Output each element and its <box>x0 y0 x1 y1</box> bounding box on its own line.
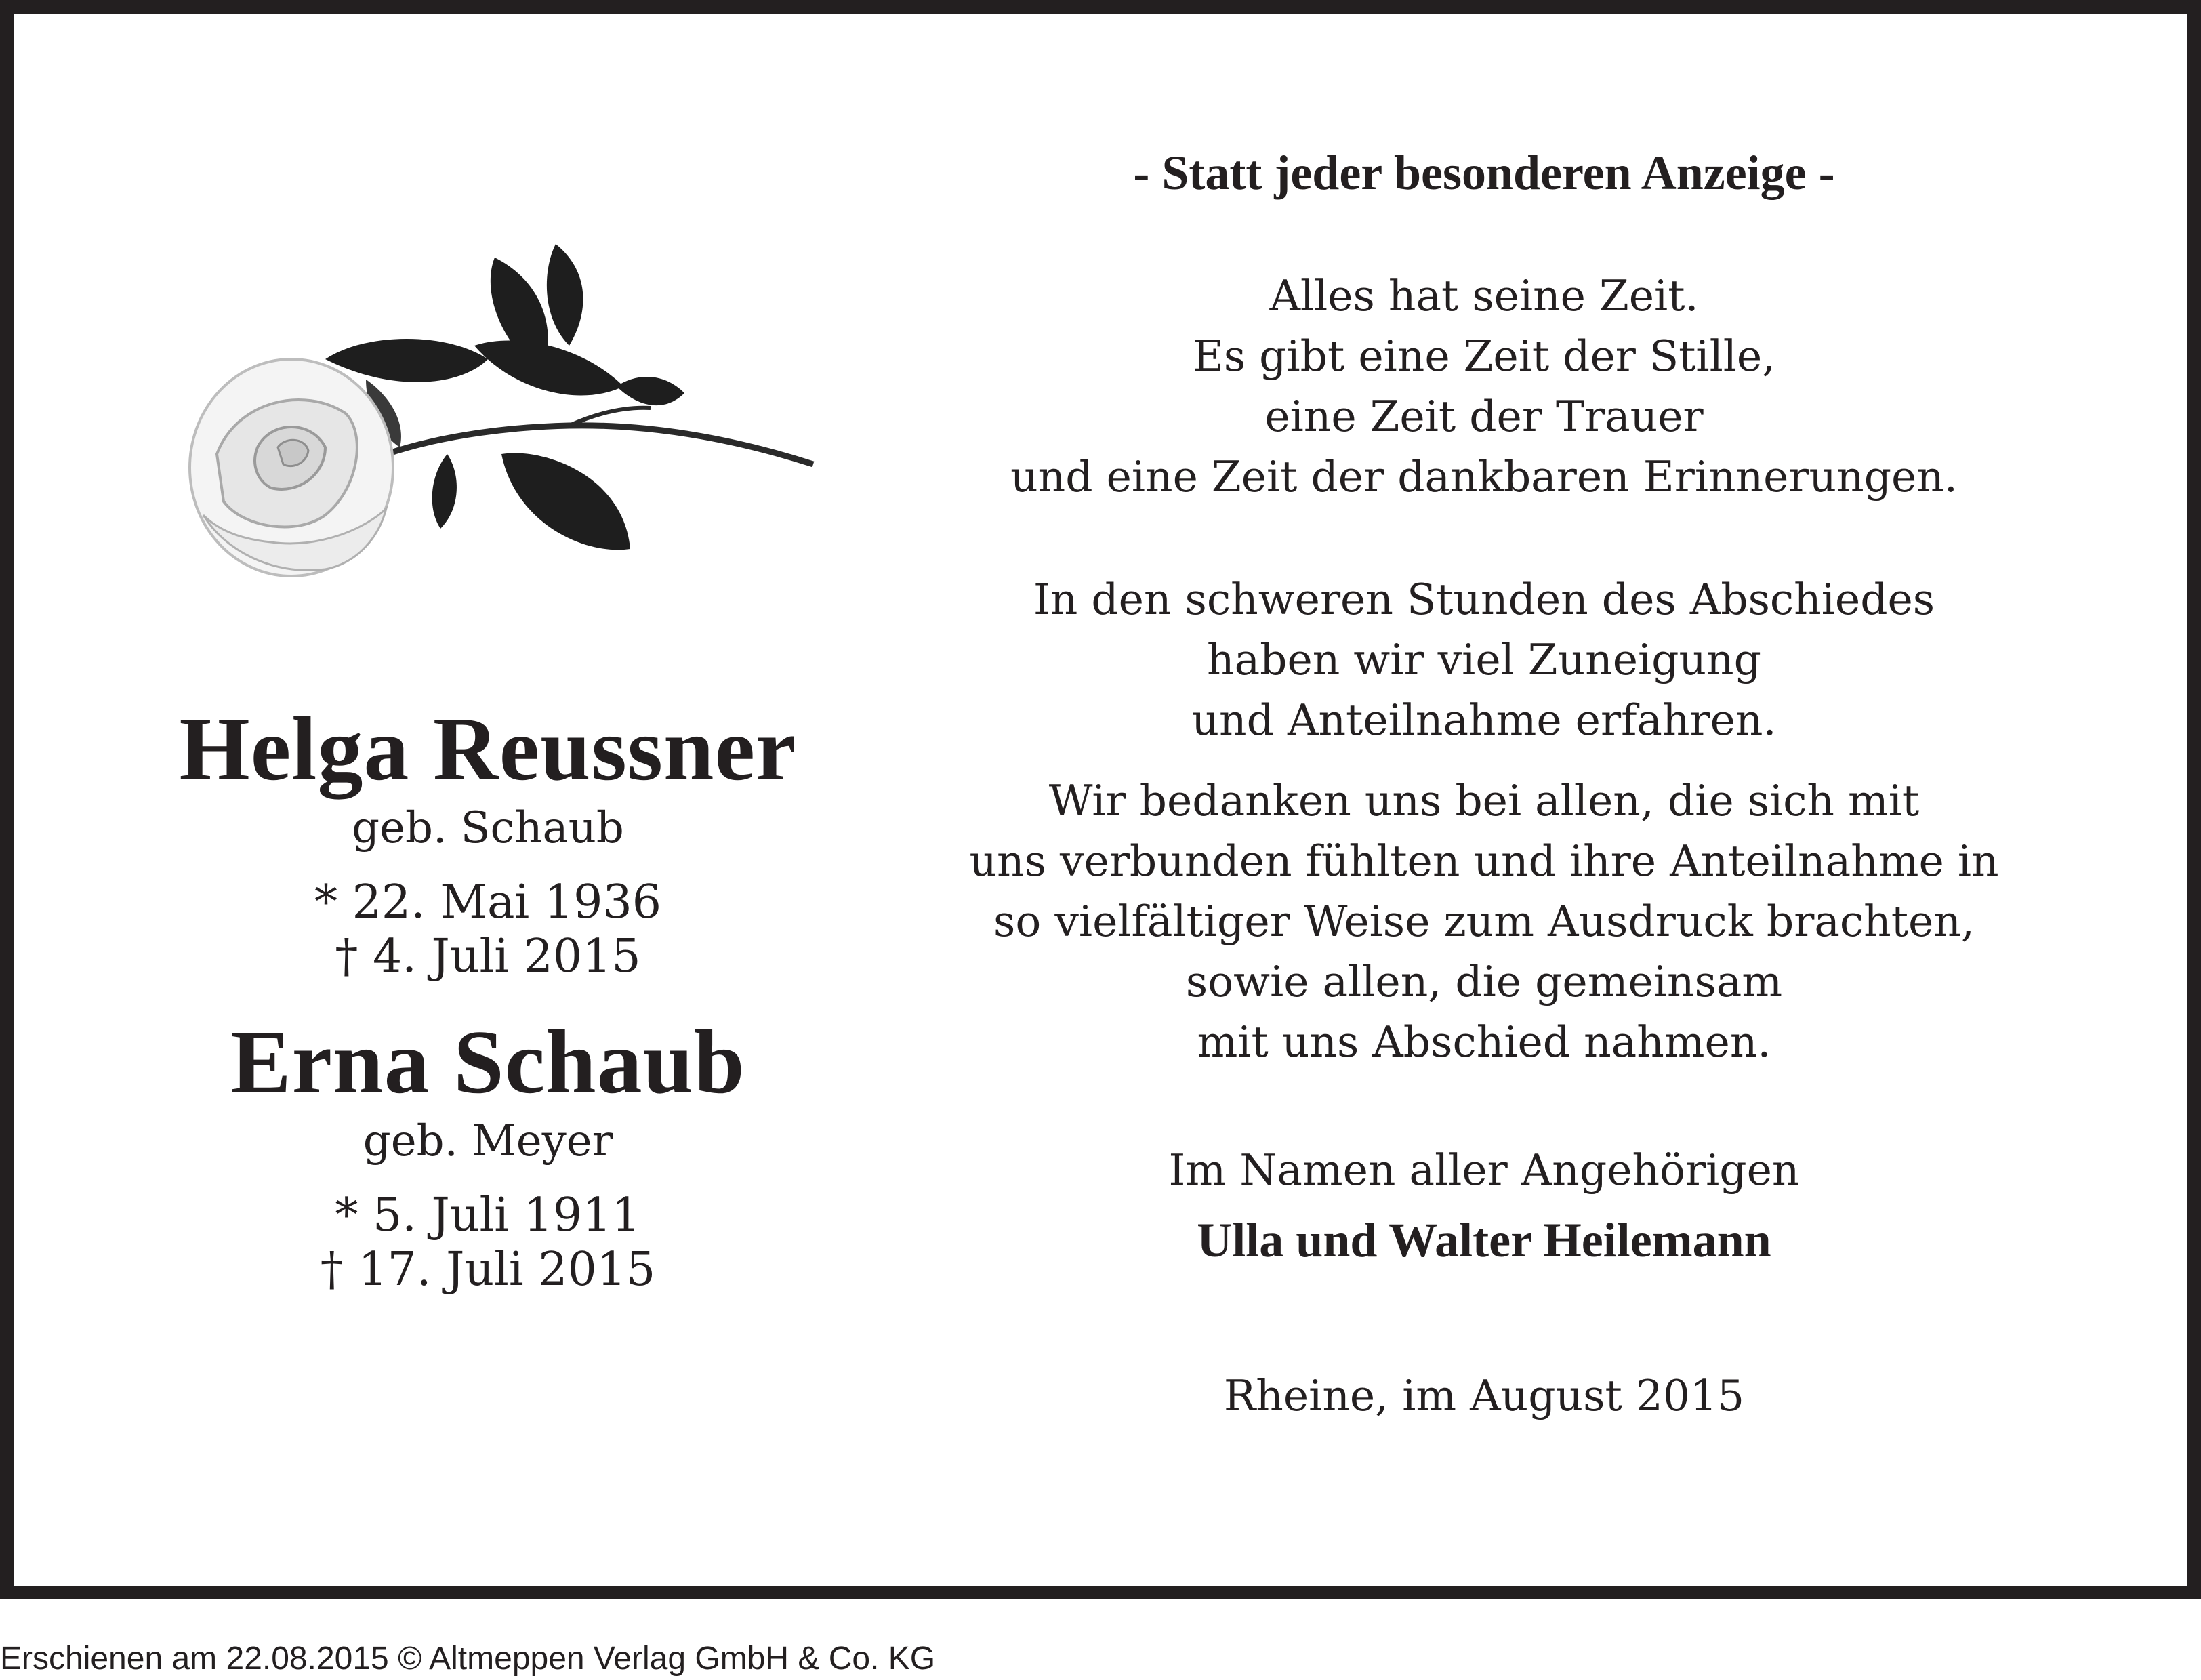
verse-line: und Anteilnahme erfahren. <box>1191 695 1777 745</box>
deceased-list <box>108 698 867 1297</box>
signers: Ulla und Walter Heilemann <box>1197 1213 1771 1267</box>
death-date: † 4. Juli 2015 <box>335 930 641 983</box>
verse-line: sowie allen, die gemeinsam <box>1185 957 1783 1006</box>
verse-line: In den schweren Stunden des Abschiedes <box>1033 575 1935 624</box>
maiden-name: geb. Schaub <box>352 803 624 853</box>
rose-image <box>163 230 827 610</box>
birth-date: * 5. Juli 1911 <box>335 1189 641 1242</box>
death-date: † 17. Juli 2015 <box>320 1243 656 1296</box>
verse-line: uns verbunden fühlten und ihre Anteilnahme in <box>969 836 1999 886</box>
signoff: Im Namen aller Angehörigen <box>1168 1145 1800 1195</box>
deceased-entry <box>108 1011 867 1297</box>
verse-1 <box>867 266 2101 507</box>
verse-2 <box>867 569 2101 750</box>
verse-line: so vielfältiger Weise zum Ausdruck brachten, <box>993 897 1975 946</box>
maiden-name: geb. Meyer <box>363 1116 613 1166</box>
birth-date: * 22. Mai 1936 <box>314 876 661 929</box>
verse-line: Wir bedanken uns bei allen, die sich mit <box>1048 776 1920 825</box>
verse-line: mit uns Abschied nahmen. <box>1197 1017 1771 1067</box>
verse-line: Alles hat seine Zeit. <box>1269 271 1699 321</box>
deceased-name: Helga Reussner <box>179 699 797 799</box>
notice-text <box>867 142 2101 1426</box>
deceased-name: Erna Schaub <box>230 1012 745 1112</box>
deceased-entry <box>108 698 867 984</box>
verse-line: haben wir viel Zuneigung <box>1207 635 1761 684</box>
verse-line: Es gibt eine Zeit der Stille, <box>1192 331 1776 381</box>
verse-line: und eine Zeit der dankbaren Erinnerungen. <box>1010 452 1958 501</box>
verse-3 <box>867 771 2101 1072</box>
place-date: Rheine, im August 2015 <box>1223 1371 1745 1420</box>
notice-headline: - Statt jeder besonderen Anzeige - <box>1133 146 1835 200</box>
verse-line: eine Zeit der Trauer <box>1264 392 1704 441</box>
publication-footer: Erschienen am 22.08.2015 © Altmeppen Verlag GmbH & Co. KG <box>0 1641 936 1677</box>
